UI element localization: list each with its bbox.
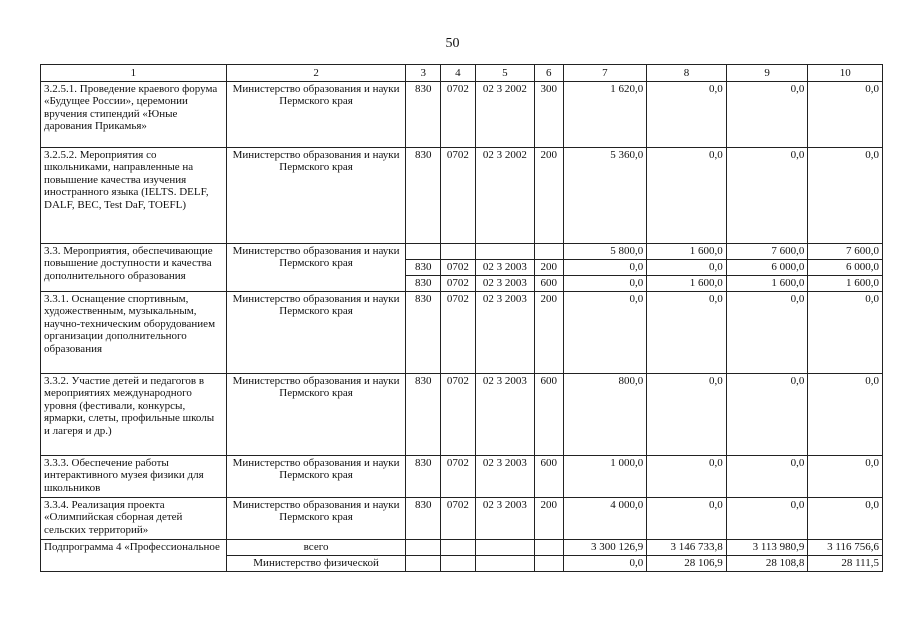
value-cell: 0,0 <box>726 81 808 147</box>
value-cell: 0,0 <box>808 497 883 539</box>
value-cell: 0,0 <box>647 81 727 147</box>
code-cell: 830 <box>406 455 441 497</box>
value-cell: 0,0 <box>808 373 883 455</box>
value-cell: 1 600,0 <box>647 275 727 291</box>
code-cell <box>406 243 441 259</box>
item-name: 3.3.3. Обеспечение работы интерактивного музея физики для школьников <box>41 455 227 497</box>
value-cell: 1 620,0 <box>563 81 647 147</box>
value-cell: 0,0 <box>808 147 883 243</box>
value-cell: 7 600,0 <box>726 243 808 259</box>
code-cell: 200 <box>534 259 563 275</box>
code-cell <box>406 539 441 555</box>
table-row <box>41 291 883 373</box>
code-cell: 02 3 2003 <box>475 291 534 373</box>
code-cell <box>475 243 534 259</box>
code-cell: 300 <box>534 81 563 147</box>
code-cell: 02 3 2003 <box>475 455 534 497</box>
code-cell <box>475 555 534 571</box>
ministry-cell: Министерство образования и науки Пермского края <box>226 373 406 455</box>
code-cell <box>534 243 563 259</box>
code-cell <box>534 539 563 555</box>
column-header: 4 <box>441 65 476 82</box>
value-cell: 5 360,0 <box>563 147 647 243</box>
value-cell: 0,0 <box>726 497 808 539</box>
code-cell: 0702 <box>441 455 476 497</box>
value-cell: 1 600,0 <box>726 275 808 291</box>
value-cell: 3 116 756,6 <box>808 539 883 555</box>
value-cell: 0,0 <box>563 291 647 373</box>
value-cell: 0,0 <box>726 373 808 455</box>
code-cell: 830 <box>406 259 441 275</box>
item-name: 3.2.5.1. Проведение краевого форума «Будущее России», церемонии вручения стипендий «Юные дарования Прикамья» <box>41 81 227 147</box>
column-header: 7 <box>563 65 647 82</box>
code-cell: 0702 <box>441 275 476 291</box>
code-cell: 0702 <box>441 291 476 373</box>
code-cell: 830 <box>406 291 441 373</box>
column-header: 9 <box>726 65 808 82</box>
value-cell: 0,0 <box>726 147 808 243</box>
code-cell <box>441 539 476 555</box>
code-cell: 830 <box>406 275 441 291</box>
item-name: 3.3.2. Участие детей и педагогов в мероприятиях международного уровня (фестивали, конкурсы, ярмарки, слеты, профильные школы и лагеря и др.) <box>41 373 227 455</box>
value-cell: 0,0 <box>563 259 647 275</box>
column-header: 2 <box>226 65 406 82</box>
code-cell: 02 3 2003 <box>475 275 534 291</box>
code-cell: 830 <box>406 147 441 243</box>
column-header-row <box>41 65 883 82</box>
item-name: 3.3.4. Реализация проекта «Олимпийская сборная детей сельских территорий» <box>41 497 227 539</box>
item-name: 3.3.1. Оснащение спортивным, художественным, музыкальным, научно-техническим оборудованием организации дополнительного образования <box>41 291 227 373</box>
value-cell: 1 600,0 <box>808 275 883 291</box>
value-cell: 6 000,0 <box>808 259 883 275</box>
table-row <box>41 539 883 555</box>
code-cell: 830 <box>406 81 441 147</box>
table-row <box>41 243 883 259</box>
value-cell: 0,0 <box>563 275 647 291</box>
ministry-cell: Министерство образования и науки Пермского края <box>226 147 406 243</box>
table-row <box>41 373 883 455</box>
code-cell <box>406 555 441 571</box>
ministry-cell: Министерство образования и науки Пермского края <box>226 291 406 373</box>
code-cell: 200 <box>534 497 563 539</box>
column-header: 5 <box>475 65 534 82</box>
value-cell: 0,0 <box>726 291 808 373</box>
code-cell: 02 3 2003 <box>475 259 534 275</box>
value-cell: 5 800,0 <box>563 243 647 259</box>
code-cell: 0702 <box>441 259 476 275</box>
item-name: Подпрограмма 4 «Профессиональное <box>41 539 227 571</box>
code-cell: 02 3 2003 <box>475 497 534 539</box>
column-header: 6 <box>534 65 563 82</box>
value-cell: 1 600,0 <box>647 243 727 259</box>
table-row <box>41 497 883 539</box>
ministry-cell: Министерство образования и науки Пермского края <box>226 497 406 539</box>
ministry-cell: Министерство образования и науки Пермского края <box>226 455 406 497</box>
code-cell <box>441 555 476 571</box>
code-cell: 0702 <box>441 147 476 243</box>
column-header: 3 <box>406 65 441 82</box>
budget-table <box>40 64 883 572</box>
value-cell: 0,0 <box>726 455 808 497</box>
code-cell: 830 <box>406 497 441 539</box>
page-number: 50 <box>445 36 460 51</box>
table-row <box>41 81 883 147</box>
value-cell: 0,0 <box>647 497 727 539</box>
code-cell: 0702 <box>441 81 476 147</box>
column-header: 10 <box>808 65 883 82</box>
value-cell: 6 000,0 <box>726 259 808 275</box>
ministry-cell: Министерство образования и науки Пермского края <box>226 81 406 147</box>
value-cell: 28 108,8 <box>726 555 808 571</box>
value-cell: 0,0 <box>808 455 883 497</box>
code-cell <box>475 539 534 555</box>
value-cell: 28 111,5 <box>808 555 883 571</box>
value-cell: 0,0 <box>647 147 727 243</box>
value-cell: 0,0 <box>647 259 727 275</box>
code-cell: 02 3 2002 <box>475 81 534 147</box>
code-cell: 600 <box>534 275 563 291</box>
value-cell: 0,0 <box>647 373 727 455</box>
code-cell <box>534 555 563 571</box>
column-header: 1 <box>41 65 227 82</box>
code-cell: 200 <box>534 291 563 373</box>
code-cell: 600 <box>534 455 563 497</box>
code-cell: 200 <box>534 147 563 243</box>
value-cell: 3 113 980,9 <box>726 539 808 555</box>
value-cell: 0,0 <box>647 291 727 373</box>
code-cell: 600 <box>534 373 563 455</box>
value-cell: 4 000,0 <box>563 497 647 539</box>
value-cell: 3 146 733,8 <box>647 539 727 555</box>
code-cell <box>441 243 476 259</box>
value-cell: 28 106,9 <box>647 555 727 571</box>
ministry-cell: всего <box>226 539 406 555</box>
value-cell: 0,0 <box>647 455 727 497</box>
value-cell: 0,0 <box>808 81 883 147</box>
value-cell: 7 600,0 <box>808 243 883 259</box>
value-cell: 1 000,0 <box>563 455 647 497</box>
value-cell: 0,0 <box>808 291 883 373</box>
ministry-cell: Министерство физической <box>226 555 406 571</box>
table-row <box>41 147 883 243</box>
value-cell: 3 300 126,9 <box>563 539 647 555</box>
item-name: 3.2.5.2. Мероприятия со школьниками, направленные на повышение качества изучения иностранного языка (IELTS. DELF, DALF, BEC, Test DaF, TOEFL) <box>41 147 227 243</box>
code-cell: 02 3 2002 <box>475 147 534 243</box>
code-cell: 02 3 2003 <box>475 373 534 455</box>
code-cell: 0702 <box>441 373 476 455</box>
ministry-cell: Министерство образования и науки Пермского края <box>226 243 406 291</box>
code-cell: 830 <box>406 373 441 455</box>
code-cell: 0702 <box>441 497 476 539</box>
item-name: 3.3. Мероприятия, обеспечивающие повышение доступности и качества дополнительного образования <box>41 243 227 291</box>
column-header: 8 <box>647 65 727 82</box>
value-cell: 0,0 <box>563 555 647 571</box>
value-cell: 800,0 <box>563 373 647 455</box>
table-row <box>41 455 883 497</box>
